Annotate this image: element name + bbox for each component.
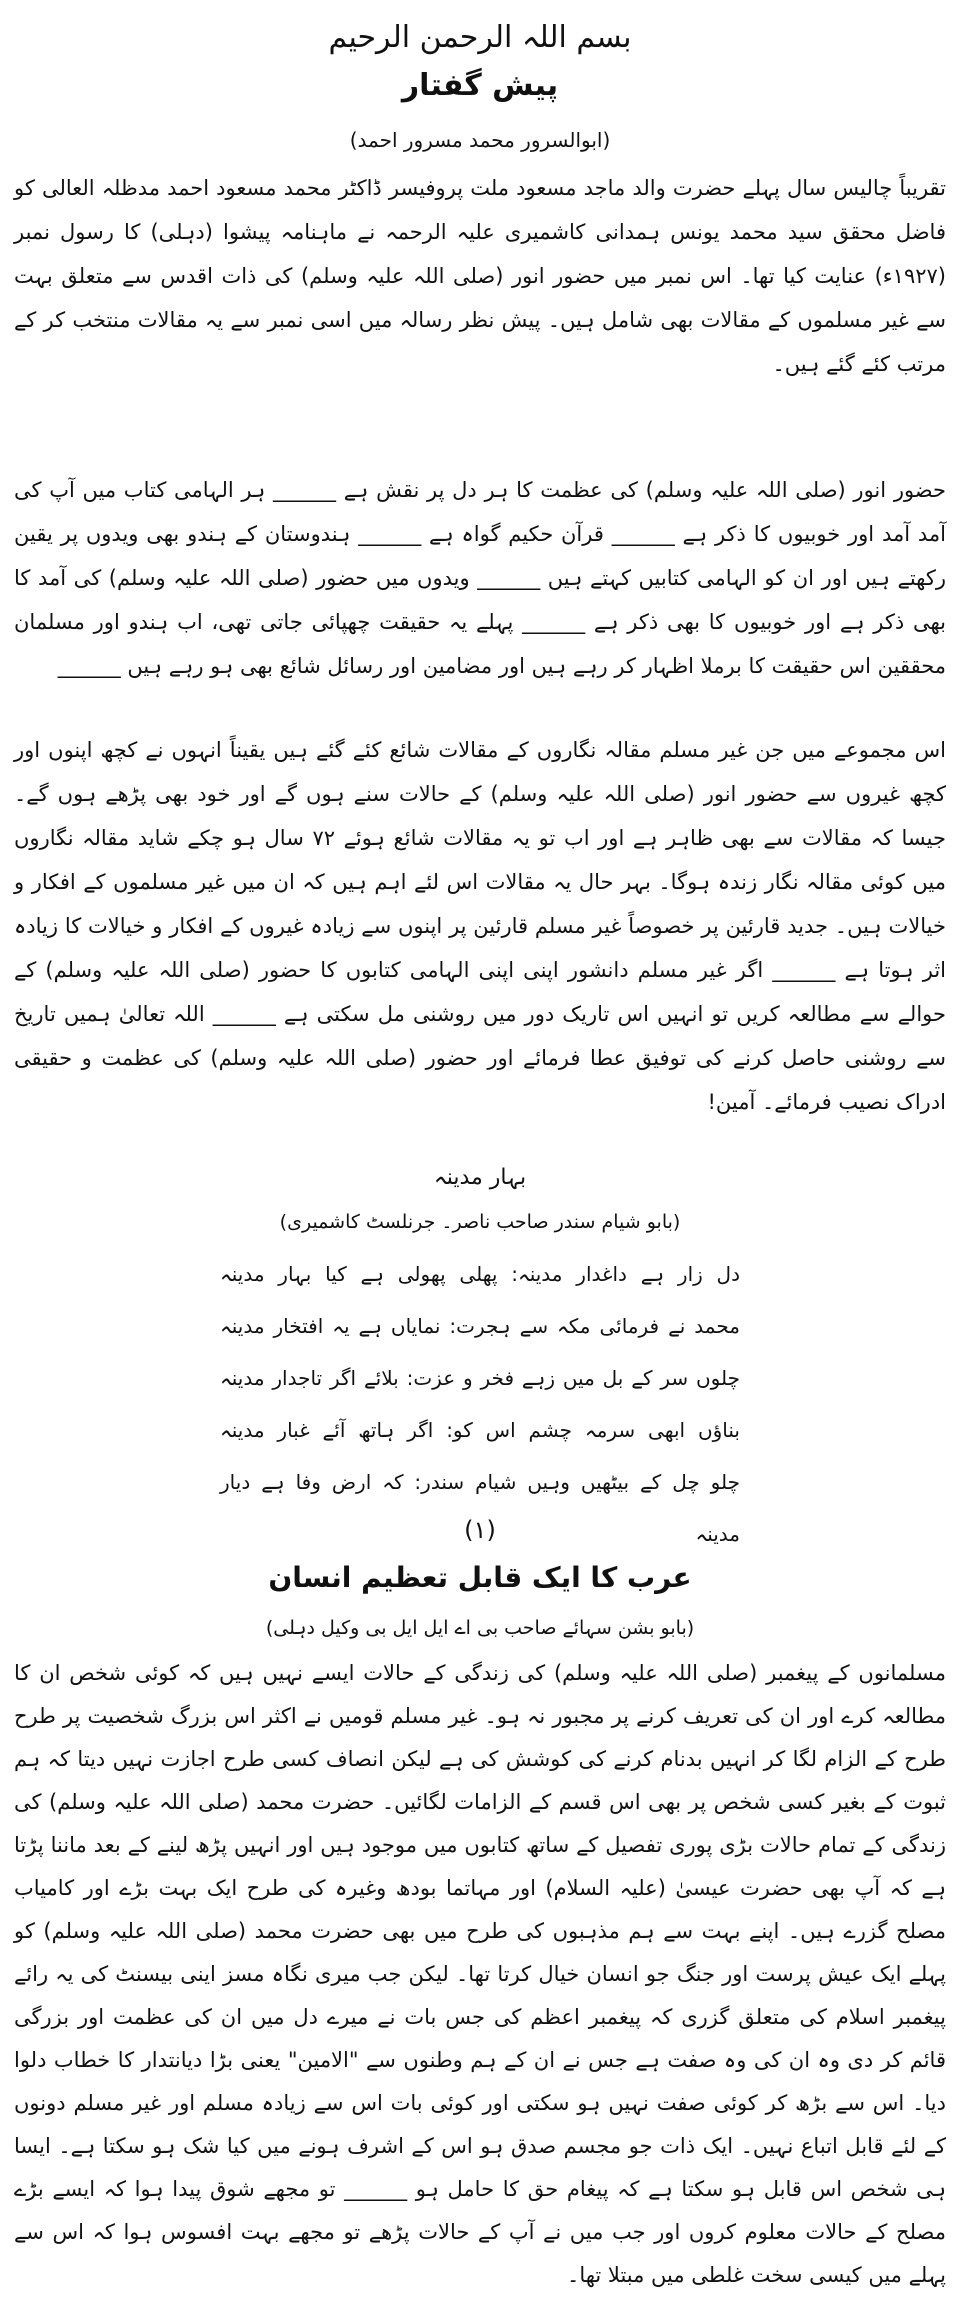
poem-title: بہار مدینہ <box>433 1165 527 1190</box>
article-number: (۱) <box>464 1516 496 1544</box>
article-title: عرب کا ایک قابل تعظیم انسان <box>268 1561 692 1594</box>
article-paragraph: مسلمانوں کے پیغمبر (صلی اللہ علیہ وسلم) کی زندگی کے حالات ایسے نہیں ہیں کہ کوئی شخص ان کا مطالعہ کرے اور ان کی تعریف کرنے پر مجبور نہ ہو۔ غیر مسلم قومیں نے اکثر اس بزرگ شخصیت پر طرح طرح کے الزام لگا کر انہیں بدنام کرنے کی کوشش کی ہے لیکن انصاف کسی طرح اجازت نہیں دیتا کہ ہم ثبوت کے بغیر کسی شخص پر بھی اس قسم کے الزامات لگائیں۔ حضرت محمد (صلی اللہ علیہ وسلم) کی زندگی کے تمام حالات بڑی پوری تفصیل کے ساتھ کتابوں میں موجود ہیں اور انہیں پڑھ لینے کے بعد ماننا پڑتا ہے کہ آپ بھی حضرت عیسیٰ (علیہ السلام) اور مہاتما بودھ وغیرہ کی طرح ایک بہت بڑے اور کامیاب مصلح گزرے ہیں۔ اپنے بہت سے ہم مذہبوں کی طرح میں بھی حضرت محمد (صلی اللہ علیہ وسلم) کو پہلے ایک عیش پرست اور جنگ جو انسان خیال کرتا تھا۔ لیکن جب میری نگاہ مسز اینی بیسنٹ کی یہ رائے پیغمبر اسلام کی متعلق گزری کہ پیغمبر اعظم کی جس بات نے میرے دل میں ان کی عظمت اور بزرگی قائم کر دی وہ ان کی وہ صفت ہے جس نے ان کے ہم وطنوں سے "الامین" یعنی بڑا دیانتدار کا خطاب دلوا دیا۔ اس سے بڑھ کر کوئی صفت نہیں ہو سکتی اور کوئی بات اس سے زیادہ مسلم اور غیر مسلم دونوں کے لئے قابل اتباع نہیں۔ ایک ذات جو مجسم صدق ہو اس کے اشرف ہونے میں کیا شک ہو سکتا ہے۔ ایسا ہی شخص اس قابل ہو سکتا ہے کہ پیغام حق کا حامل ہو ______ تو مجھے شوق پیدا ہوا کہ ایسے بڑے مصلح کے حالات معلوم کروں اور جب میں نے آپ کے حالات پڑھے تو مجھے بہت افسوس ہوا کہ اس سے پہلے میں کیسی سخت غلطی میں مبتلا تھا۔ <box>14 1661 946 2287</box>
poem-line: چلو چل کے بیٹھیں وہیں شیام سندر: کہ ارض وفا ہے دیار مدینہ <box>220 1470 740 1546</box>
bismillah-heading: بسم اللہ الرحمن الرحیم <box>328 20 632 55</box>
preface-author: (ابوالسرور محمد مسرور احمد) <box>349 128 611 152</box>
preface-title: پیش گفتار <box>401 68 559 103</box>
poem-author: (بابو شیام سندر صاحب ناصر۔ جرنلسٹ کاشمیری) <box>279 1211 681 1233</box>
preface-paragraph-1: تقریباً چالیس سال پہلے حضرت والد ماجد مسعود ملت پروفیسر ڈاکٹر محمد مسعود احمد مدظلہ العالی کو فاضل محقق سید محمد یونس ہمدانی کاشمیری علیہ الرحمہ نے ماہنامہ پیشوا (دہلی) کا رسول نمبر (۱۹۲۷ء) عنایت کیا تھا۔ اس نمبر میں حضور انور (صلی اللہ علیہ وسلم) کی ذات اقدس سے متعلق بہت سے غیر مسلموں کے مقالات بھی شامل ہیں۔ پیش نظر رسالہ میں اسی نمبر سے یہ مقالات منتخب کر کے مرتب کئے گئے ہیں۔ <box>14 176 946 376</box>
poem-line: دل زار ہے داغدار مدینہ: پھلی پھولی ہے کیا بہار مدینہ <box>220 1262 740 1286</box>
preface-paragraph-3: اس مجموعے میں جن غیر مسلم مقالہ نگاروں کے مقالات شائع کئے گئے ہیں یقیناً انہوں نے کچھ اپنوں اور کچھ غیروں سے حضور انور (صلی اللہ علیہ وسلم) کے حالات سنے ہوں گے اور خود بھی پڑھے ہوں گے۔ جیسا کہ مقالات سے بھی ظاہر ہے اور اب تو یہ مقالات شائع ہوئے ۷۲ سال ہو چکے شاید مقالہ نگاروں میں کوئی مقالہ نگار زندہ ہوگا۔ بہر حال یہ مقالات اس لئے اہم ہیں کہ ان میں غیر مسلموں کے افکار و خیالات ہیں۔ جدید قارئین پر خصوصاً غیر مسلم قارئین پر اپنوں سے زیادہ غیروں کے افکار و خیالات کا زیادہ اثر ہوتا ہے ______ اگر غیر مسلم دانشور اپنی اپنی الہامی کتابوں کا حضور (صلی اللہ علیہ وسلم) کے حوالے سے مطالعہ کریں تو انہیں اس تاریک دور میں روشنی مل سکتی ہے ______ اللہ تعالیٰ ہمیں تاریخ سے روشنی حاصل کرنے کی توفیق عطا فرمائے اور حضور (صلی اللہ علیہ وسلم) کی عظمت و حقیقی ادراک نصیب فرمائے۔ آمین! <box>14 738 946 1114</box>
preface-paragraph-2: حضور انور (صلی اللہ علیہ وسلم) کی عظمت کا ہر دل پر نقش ہے ______ ہر الہامی کتاب میں آپ کی آمد آمد اور خوبیوں کا ذکر ہے ______ قرآن حکیم گواہ ہے ______ ہندوستان کے ہندو بھی ویدوں پر یقین رکھتے ہیں اور ان کو الہامی کتابیں کہتے ہیں ______ ویدوں میں حضور (صلی اللہ علیہ وسلم) کی آمد کا بھی ذکر ہے اور خوبیوں کا بھی ذکر ہے ______ پہلے یہ حقیقت چھپائی جاتی تھی، اب ہندو اور مسلمان محققین اس حقیقت کا برملا اظہار کر رہے ہیں اور مضامین اور رسائل شائع بھی ہو رہے ہیں ______ <box>14 478 946 678</box>
article-author: (بابو بشن سہائے صاحب بی اے ایل ایل بی وکیل دہلی) <box>265 1617 695 1639</box>
poem-line: محمد نے فرمائی مکہ سے ہجرت: نمایاں ہے یہ افتخار مدینہ <box>220 1314 740 1338</box>
poem-line: چلوں سر کے بل میں زہے فخر و عزت: بلائے اگر تاجدار مدینہ <box>220 1366 740 1390</box>
poem-line: بناؤں ابھی سرمہ چشم اس کو: اگر ہاتھ آئے غبار مدینہ <box>220 1418 740 1442</box>
